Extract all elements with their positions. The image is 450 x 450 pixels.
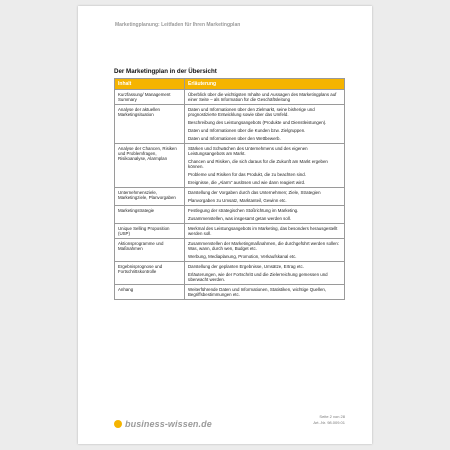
cell-erlaeuterung <box>185 262 345 285</box>
erlaeuterung-entry: Erläuterungen, wie der Fortschritt und die Zielerreichung gemessen und überwacht werden. <box>188 272 328 282</box>
erlaeuterung-entry: Überblick über die wichtigsten Inhalte und Aussagen des Marketingplans auf einer Seite – als Information für die Geschäftsleitung <box>188 92 337 102</box>
table-row <box>115 90 345 105</box>
table-row <box>115 206 345 224</box>
article-number: Art.-Nr. 98.009.01 <box>313 419 345 425</box>
table-row <box>115 105 345 144</box>
erlaeuterung-entry: Darstellung der geplanten Ergebnisse, Umsätze, Ertrag etc. <box>188 264 304 269</box>
cell-inhalt: Analyse der Chancen, Risiken und Problemfragen, Risikoanalyse, Alarmplan <box>115 144 185 188</box>
cell-inhalt: Marketingstrategie <box>115 206 185 224</box>
erlaeuterung-entry: Planvorgaben zu Umsatz, Marktanteil, Gewinn etc. <box>188 198 287 203</box>
erlaeuterung-entry: Darstellung der Vorgaben durch das Unternehmen; Ziele, Strategien <box>188 190 321 195</box>
table-header-row <box>115 79 345 90</box>
erlaeuterung-entry: Daten und Informationen über den Zielmarkt, seine bisherige und prognostizierte Entwicklung sowie über das Umfeld. <box>188 107 315 117</box>
cell-inhalt: Ergebnisprognose und Fortschrittskontrolle <box>115 262 185 285</box>
erlaeuterung-entry: Zusammenstellen der Marketingmaßnahmen, die durchgeführt werden sollen: Was, wann, durch wen, Budget etc. <box>188 241 340 251</box>
table-row <box>115 188 345 206</box>
cell-inhalt: Aktionsprogramme und Maßnahmen <box>115 239 185 262</box>
logo-dot-icon <box>114 420 122 428</box>
page-number: Seite 2 von 28 <box>319 414 345 419</box>
erlaeuterung-entry: Stärken und Schwächen des Unternehmens und des eigenen Leistungsangebots am Markt. <box>188 146 308 156</box>
erlaeuterung-entry: Weiterführende Daten und Informationen, Statistiken, wichtige Quellen, Begriffsbestimmungen etc. <box>188 287 327 297</box>
erlaeuterung-entry: Beschreibung des Leistungsangebots (Produkte und Dienstleistungen). <box>188 120 327 125</box>
document-page <box>78 6 372 444</box>
marketing-plan-overview-table <box>114 78 345 300</box>
cell-erlaeuterung <box>185 206 345 224</box>
cell-inhalt: Kurzfassung/ Management Summary <box>115 90 185 105</box>
cell-erlaeuterung <box>185 285 345 300</box>
table-row <box>115 285 345 300</box>
running-header: Marketingplanung: Leitfaden für Ihren Marketingplan <box>115 22 241 28</box>
column-header-inhalt: Inhalt <box>115 79 185 90</box>
erlaeuterung-entry: Chancen und Risiken, die sich daraus für die Zukunft am Markt ergeben können. <box>188 159 328 169</box>
footer-logo <box>114 419 212 429</box>
erlaeuterung-entry: Festlegung der strategischen Stoßrichtung im Marketing. <box>188 208 299 213</box>
erlaeuterung-entry: Zusammenstellen, was insgesamt getan werden soll. <box>188 216 291 221</box>
table-row <box>115 224 345 239</box>
cell-inhalt: Unternehmensziele, Marketingziele, Planvorgaben <box>115 188 185 206</box>
cell-erlaeuterung <box>185 239 345 262</box>
table-row <box>115 239 345 262</box>
erlaeuterung-entry: Daten und Informationen über die Kunden bzw. Zielgruppen. <box>188 128 306 133</box>
cell-erlaeuterung <box>185 90 345 105</box>
cell-inhalt: Unique Selling Proposition (USP) <box>115 224 185 239</box>
cell-erlaeuterung <box>185 144 345 188</box>
table-row <box>115 144 345 188</box>
cell-inhalt: Analyse der aktuellen Marketingsituation <box>115 105 185 144</box>
erlaeuterung-entry: Daten und Informationen über den Wettbewerb. <box>188 136 281 141</box>
erlaeuterung-entry: Ereignisse, die „Alarm“ auslösen und wie dann reagiert wird. <box>188 180 306 185</box>
footer-meta <box>313 414 345 425</box>
cell-erlaeuterung <box>185 105 345 144</box>
erlaeuterung-entry: Merkmal des Leistungsangebots im Marketing, das besonders herausgestellt werden soll. <box>188 226 338 236</box>
erlaeuterung-entry: Werbung, Mediaplanung, Promotion, Verkaufskanal etc. <box>188 254 297 259</box>
column-header-erlaeuterung: Erläuterung <box>185 79 345 90</box>
table-body <box>115 90 345 300</box>
section-title: Der Marketingplan in der Übersicht <box>114 68 217 75</box>
cell-erlaeuterung <box>185 224 345 239</box>
cell-erlaeuterung <box>185 188 345 206</box>
erlaeuterung-entry: Probleme und Risiken für das Produkt, die zu beachten sind. <box>188 172 306 177</box>
table-row <box>115 262 345 285</box>
logo-text: business-wissen.de <box>125 419 212 429</box>
cell-inhalt: Anhang <box>115 285 185 300</box>
